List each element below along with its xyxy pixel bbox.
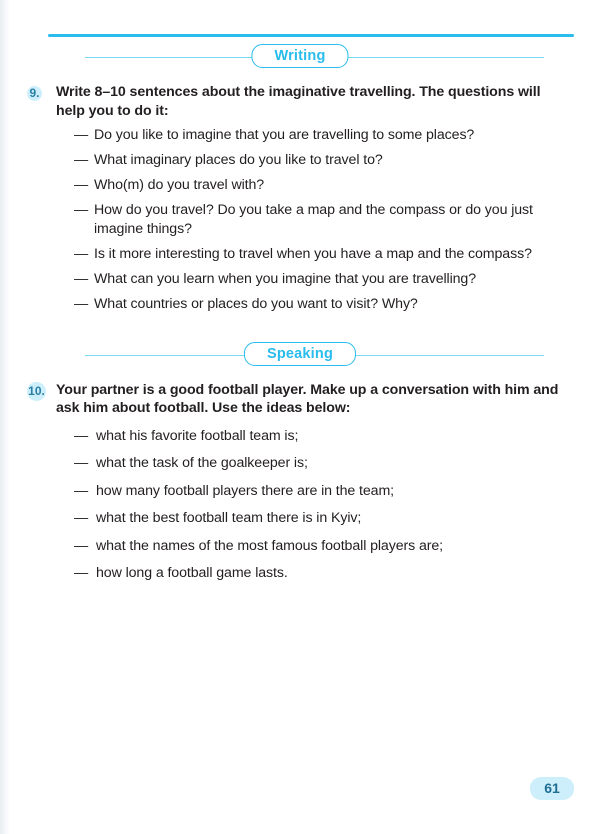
task-9 bbox=[30, 83, 570, 120]
top-divider-rule bbox=[48, 34, 574, 37]
list-item bbox=[74, 295, 570, 314]
list-item-text: What countries or places do you want to visit? Why? bbox=[94, 295, 418, 312]
list-item-text: What imaginary places do you like to travel to? bbox=[94, 152, 383, 168]
task-9-question-list bbox=[30, 126, 570, 313]
list-item-text: how many football players there are in the team; bbox=[96, 482, 395, 499]
dash-marker: — bbox=[74, 245, 89, 262]
dash-marker: — bbox=[74, 510, 89, 526]
list-item bbox=[74, 537, 570, 556]
list-item-text: what the task of the goalkeeper is; bbox=[96, 455, 308, 471]
dash-marker: — bbox=[74, 270, 89, 287]
task-9-number bbox=[30, 83, 56, 102]
section-header-speaking bbox=[30, 342, 570, 368]
task-9-instruction: Write 8–10 sentences about the imaginative travelling. The questions will help you to do it: bbox=[56, 84, 541, 119]
task-10-idea-list bbox=[30, 427, 570, 583]
page-edge-shadow bbox=[0, 0, 10, 834]
dash-marker: — bbox=[74, 295, 89, 312]
dash-marker: — bbox=[74, 127, 89, 143]
list-item-text: what the names of the most famous football players are; bbox=[96, 537, 444, 554]
list-item bbox=[74, 176, 570, 195]
section-title-writing: Writing bbox=[251, 44, 348, 68]
dash-marker: — bbox=[74, 152, 89, 168]
list-item bbox=[74, 509, 570, 528]
dash-marker: — bbox=[74, 455, 89, 471]
list-item bbox=[74, 126, 570, 145]
section-header-writing bbox=[30, 44, 570, 70]
list-item-text: How do you travel? Do you take a map and the compass or do you just imagine things? bbox=[94, 202, 533, 237]
dash-marker: — bbox=[74, 177, 89, 193]
dash-marker: — bbox=[74, 565, 89, 581]
task-10-number bbox=[30, 381, 56, 401]
list-item-text: how long a football game lasts. bbox=[96, 565, 288, 581]
list-item bbox=[74, 151, 570, 170]
list-item-text: what the best football team there is in Kyiv; bbox=[96, 510, 362, 526]
dash-marker: — bbox=[74, 537, 89, 554]
list-item bbox=[74, 454, 570, 473]
page-number: 61 bbox=[530, 777, 574, 800]
list-item-text: What can you learn when you imagine that you are travelling? bbox=[94, 270, 477, 287]
list-item-text: Do you like to imagine that you are travelling to some places? bbox=[94, 127, 475, 143]
task-10-instruction: Your partner is a good football player. Make up a conversation with him and ask him about football. Use the ideas below: bbox=[56, 381, 559, 416]
dash-marker: — bbox=[74, 482, 89, 499]
list-item bbox=[74, 564, 570, 583]
dash-marker: — bbox=[74, 427, 89, 444]
list-item bbox=[74, 482, 570, 501]
list-item bbox=[74, 201, 570, 238]
task-10 bbox=[30, 381, 570, 418]
task-10-number-text: 10. bbox=[27, 382, 46, 401]
list-item-text: Who(m) do you travel with? bbox=[94, 177, 265, 193]
task-9-number-text: 9. bbox=[27, 86, 42, 101]
list-item-text: what his favorite football team is; bbox=[96, 427, 299, 444]
list-item-text: Is it more interesting to travel when you have a map and the compass? bbox=[94, 245, 532, 262]
list-item bbox=[74, 245, 570, 264]
list-item bbox=[74, 270, 570, 289]
dash-marker: — bbox=[74, 202, 89, 218]
section-title-speaking: Speaking bbox=[244, 342, 356, 366]
list-item bbox=[74, 427, 570, 446]
